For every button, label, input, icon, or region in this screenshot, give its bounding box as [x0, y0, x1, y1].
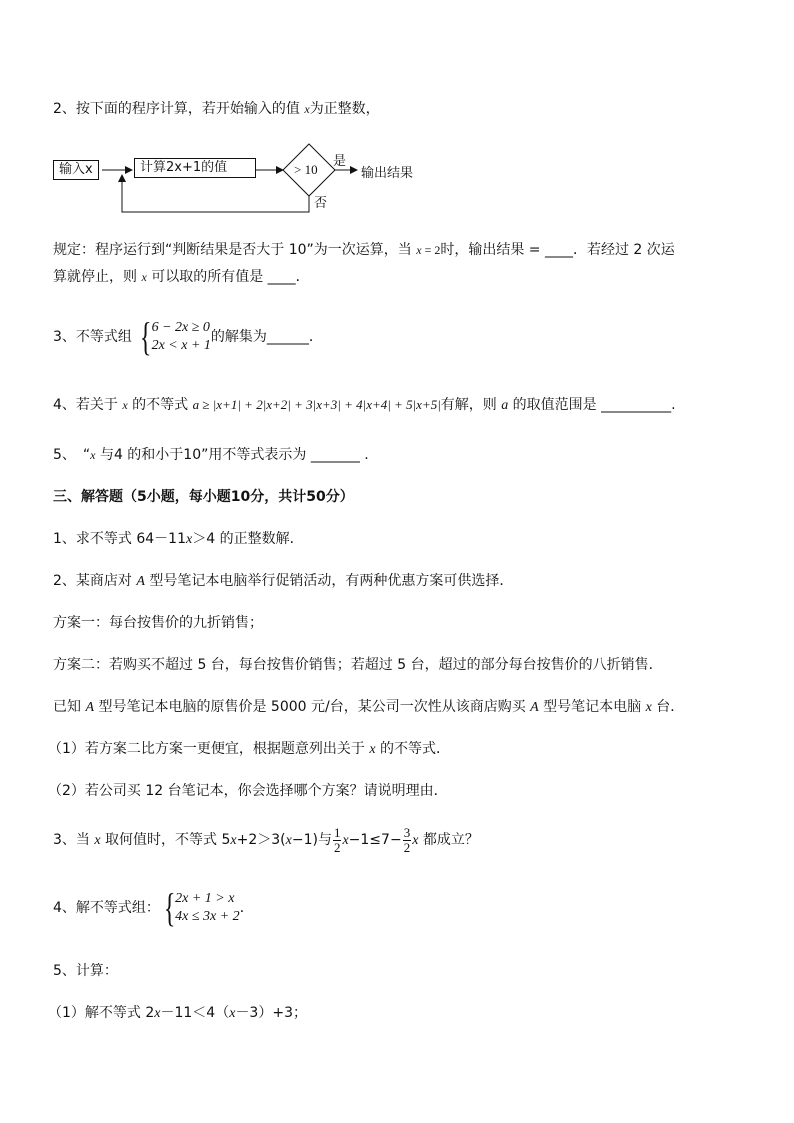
p1-line — [53, 529, 304, 550]
p2-sub1-var-x: x — [369, 742, 376, 757]
p1-prefix: 1、求不等式 64－11 — [53, 531, 186, 547]
p1-suffix: ＞4 的正整数解． — [192, 531, 304, 547]
p2-known-var-x: x — [645, 700, 652, 715]
p5-sub1 — [48, 1003, 307, 1024]
p5-title: 5、计算： — [53, 963, 118, 979]
q5-line — [53, 445, 369, 465]
q4-var-a: a — [501, 398, 509, 413]
section3-title: 三、解答题（5小题，每小题10分，共计50分） — [53, 489, 354, 505]
p3-frac1-num: 1 — [333, 824, 341, 840]
p2-var-A: A — [136, 574, 145, 589]
q2-intro-text: 2、按下面的程序计算，若开始输入的值 — [53, 101, 305, 117]
p3-frac2-den: 2 — [403, 839, 411, 855]
q4-line — [53, 395, 676, 416]
p4-brace: { — [163, 885, 176, 930]
p3-frac2-num: 3 — [403, 824, 411, 840]
q2-rule-var2: x — [141, 270, 147, 284]
p2-line1 — [53, 571, 513, 592]
flow-yes-label: 是 — [333, 154, 347, 169]
p3-var-x3: x — [285, 833, 292, 848]
p2-known-var-A2: A — [530, 700, 539, 715]
p2-known-a: 已知 — [53, 699, 86, 715]
q2-rule-line2 — [53, 267, 310, 287]
q3-prefix: 3、不等式组 — [53, 329, 137, 345]
p2-sub2: （2）若公司买 12 台笔记本，你会选择哪个方案？请说明理由． — [48, 783, 448, 799]
q3-line — [53, 314, 323, 359]
p2-sub1 — [48, 739, 450, 760]
p3-mid4: −1≤7− — [348, 832, 402, 848]
q3-system — [152, 319, 211, 355]
flow-no-label: 否 — [314, 196, 328, 211]
p5-sub1-c: －3）+3； — [235, 1005, 307, 1021]
q2-intro-end: 为正整数， — [309, 101, 380, 117]
q3-system-line1: 6 − 2x ≥ 0 — [151, 320, 210, 335]
p4-line — [53, 885, 254, 930]
p2-plan2: 方案二：若购买不超过 5 台，每台按售价销售；若超过 5 台，超过的部分每台按售价的八折销售． — [53, 657, 663, 673]
q4-expression: a ≥ |x+1| + 2|x+2| + 3|x+3| + 4|x+4| + 5|x+5| — [192, 397, 441, 412]
p2-sub1-b: 的不等式． — [375, 741, 451, 757]
q4-prefix: 4、若关于 — [53, 397, 123, 413]
flow-condition-label: > 10 — [294, 162, 318, 177]
p3-mid3: −1)与 — [291, 832, 332, 848]
flow-compute-box: 计算2x+1的值 — [134, 158, 256, 178]
p4-system-line2: 4x ≤ 3x + 2 — [175, 909, 240, 924]
p3-prefix: 3、当 — [53, 832, 95, 848]
q2-rule-line1 — [53, 240, 675, 260]
flow-input-box: 输入x — [53, 160, 99, 180]
p4-suffix: ． — [239, 900, 254, 916]
p3-var-x1: x — [94, 833, 101, 848]
p2-known — [53, 697, 684, 718]
p3-var-x5: x — [412, 833, 419, 848]
q3-system-line2: 2x < x + 1 — [151, 338, 211, 353]
q5-text-b: 与4 的和小于10”用不等式表示为 _______ . — [95, 447, 369, 463]
p3-mid2: +2＞3( — [236, 832, 286, 848]
q2-rule-b: 时，输出结果 = ____．若经过 2 次运 — [440, 242, 675, 258]
p4-system-line1: 2x + 1 > x — [175, 891, 235, 906]
p5-var-x2: x — [229, 1006, 236, 1021]
p3-mid1: 取何值时，不等式 5 — [100, 832, 231, 848]
p2-sub1-a: （1）若方案二比方案一更便宜，根据题意列出关于 — [48, 741, 370, 757]
flow-output-label: 输出结果 — [361, 166, 414, 181]
p1-var-x: x — [186, 532, 193, 547]
q4-var-x: x — [122, 398, 128, 412]
p2-line1-b: 型号笔记本电脑举行促销活动，有两种优惠方案可供选择． — [144, 573, 514, 589]
q5-var-x: x — [90, 448, 96, 462]
q4-after: 有解，则 — [440, 397, 502, 413]
p3-suffix: 都成立？ — [418, 832, 479, 848]
p4-system — [175, 890, 240, 926]
q5-text-a: 5、 “ — [53, 447, 91, 463]
arrow-loop-back — [122, 175, 309, 212]
p2-known-var-A1: A — [85, 700, 95, 715]
p2-known-c: 型号笔记本电脑 — [538, 699, 646, 715]
q4-mid: 的不等式 — [127, 397, 193, 413]
q2-rule-eq: = 2 — [421, 243, 441, 257]
p5-var-x1: x — [154, 1006, 161, 1021]
p3-var-x2: x — [230, 833, 237, 848]
q2-rule-d: 可以取的所有值是 ____． — [146, 269, 310, 285]
p2-known-b: 型号笔记本电脑的原售价是 5000 元/台，某公司一次性从该商店购买 — [94, 699, 531, 715]
p3-var-x4: x — [342, 833, 349, 848]
q4-suffix: 的取值范围是 __________. — [508, 397, 676, 413]
p3-fraction-1 — [333, 826, 342, 855]
p2-plan1: 方案一：每台按售价的九折销售； — [53, 615, 263, 631]
p5-sub1-a: （1）解不等式 2 — [48, 1005, 155, 1021]
q3-suffix: 的解集为______． — [210, 329, 323, 345]
p2-line1-a: 2、某商店对 — [53, 573, 137, 589]
p3-fraction-2 — [403, 826, 412, 855]
q2-rule-var: x — [416, 243, 422, 257]
q3-brace: { — [140, 314, 152, 359]
q2-rule-a: 规定：程序运行到“判断结果是否大于 10”为一次运算，当 — [53, 242, 417, 258]
p3-line — [53, 822, 479, 859]
p5-sub1-b: －11＜4（ — [160, 1005, 230, 1021]
q2-rule-c: 算就停止，则 — [53, 269, 142, 285]
q2-var-x: x — [304, 102, 310, 116]
p4-prefix: 4、解不等式组： — [53, 900, 160, 916]
p2-known-d: 台． — [651, 699, 685, 715]
p3-frac1-den: 2 — [333, 839, 341, 855]
